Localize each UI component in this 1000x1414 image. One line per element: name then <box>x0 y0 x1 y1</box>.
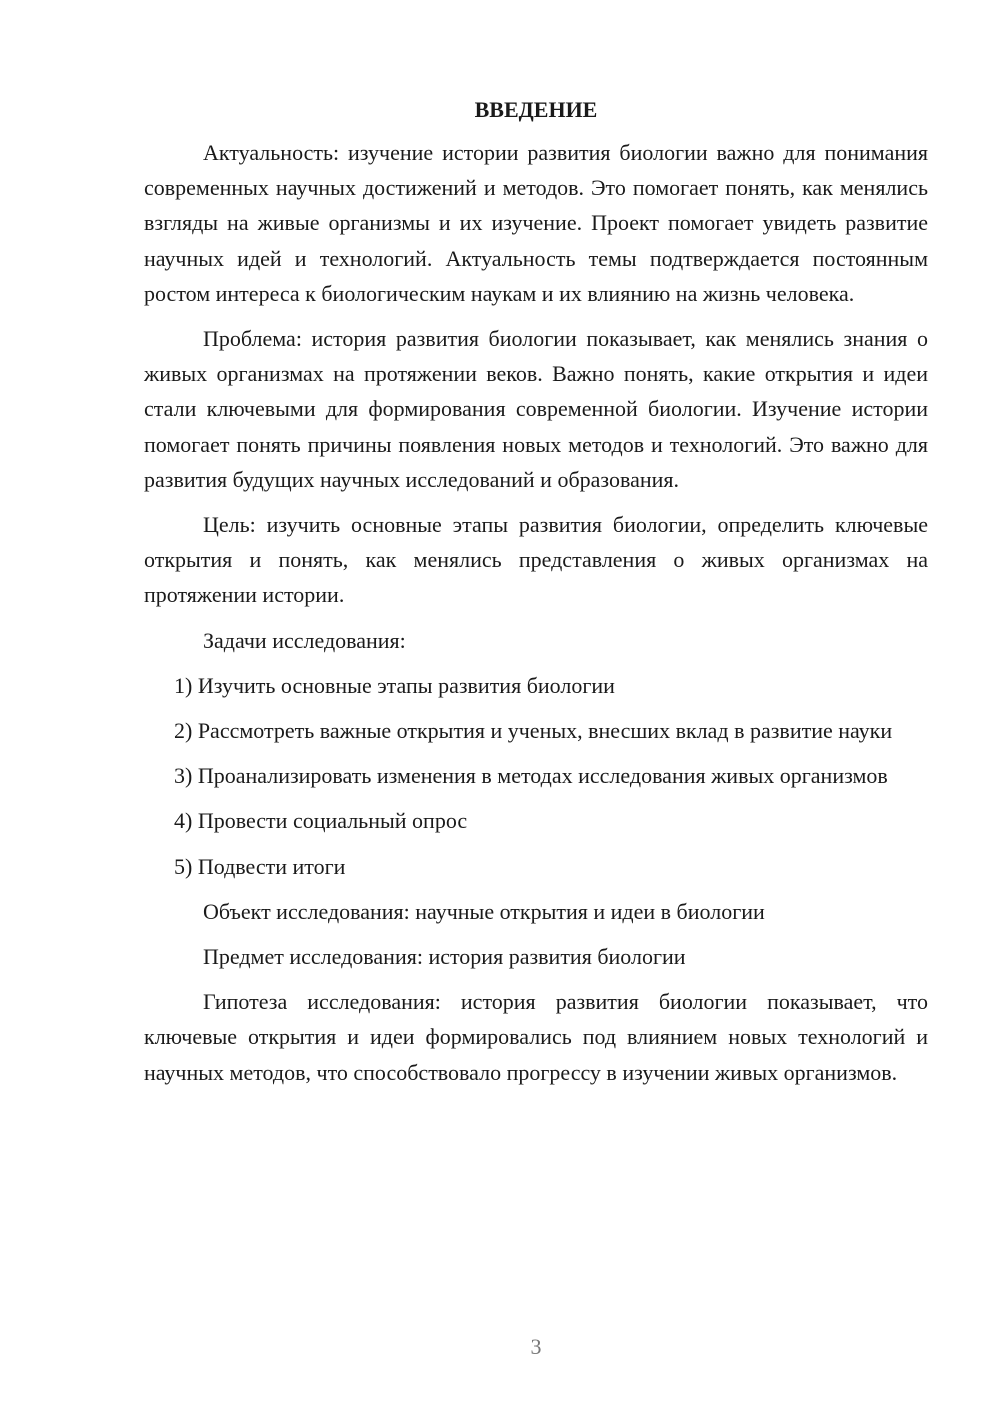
problem-paragraph: Проблема: история развития биологии показывает, как менялись знания о живых организмах на протяжении веков. Важно понять, какие открытия и идеи стали ключевыми для формирования современной биологии. Изучение истории помогает понять причины появления новых методов и технологий. Это важно для развития будущих научных исследований и образования. <box>144 326 928 492</box>
task-item: 4) Провести социальный опрос <box>174 808 468 834</box>
tasks-heading: Задачи исследования: <box>203 627 406 653</box>
relevance-paragraph: Актуальность: изучение истории развития биологии важно для понимания современных научных достижений и методов. Это помогает понять, как менялись взгляды на живые организмы и их изучение. Проект помогает увидеть развитие научных идей и технологий. Актуальность темы подтверждается постоянным ростом интереса к биологическим наукам и их влиянию на жизнь человека. <box>144 140 928 306</box>
research-object: Объект исследования: научные открытия и идеи в биологии <box>203 898 765 924</box>
task-item: 2) Рассмотреть важные открытия и ученых, внесших вклад в развитие науки <box>174 718 893 744</box>
task-item: 3) Проанализировать изменения в методах исследования живых организмов <box>174 763 888 789</box>
hypothesis-paragraph: Гипотеза исследования: история развития биологии показывает, что ключевые открытия и идеи формировались под влиянием новых технологий и научных методов, что способствовало прогрессу в изучении живых организмов. <box>144 989 928 1085</box>
section-title: ВВЕДЕНИЕ <box>474 97 598 122</box>
page-number: 3 <box>530 1334 542 1359</box>
research-subject: Предмет исследования: история развития биологии <box>203 944 686 970</box>
document-page <box>144 92 928 1100</box>
task-item: 1) Изучить основные этапы развития биологии <box>174 672 615 698</box>
goal-paragraph: Цель: изучить основные этапы развития биологии, определить ключевые открытия и понять, как менялись представления о живых организмах на протяжении истории. <box>144 512 928 608</box>
task-item: 5) Подвести итоги <box>174 853 346 879</box>
